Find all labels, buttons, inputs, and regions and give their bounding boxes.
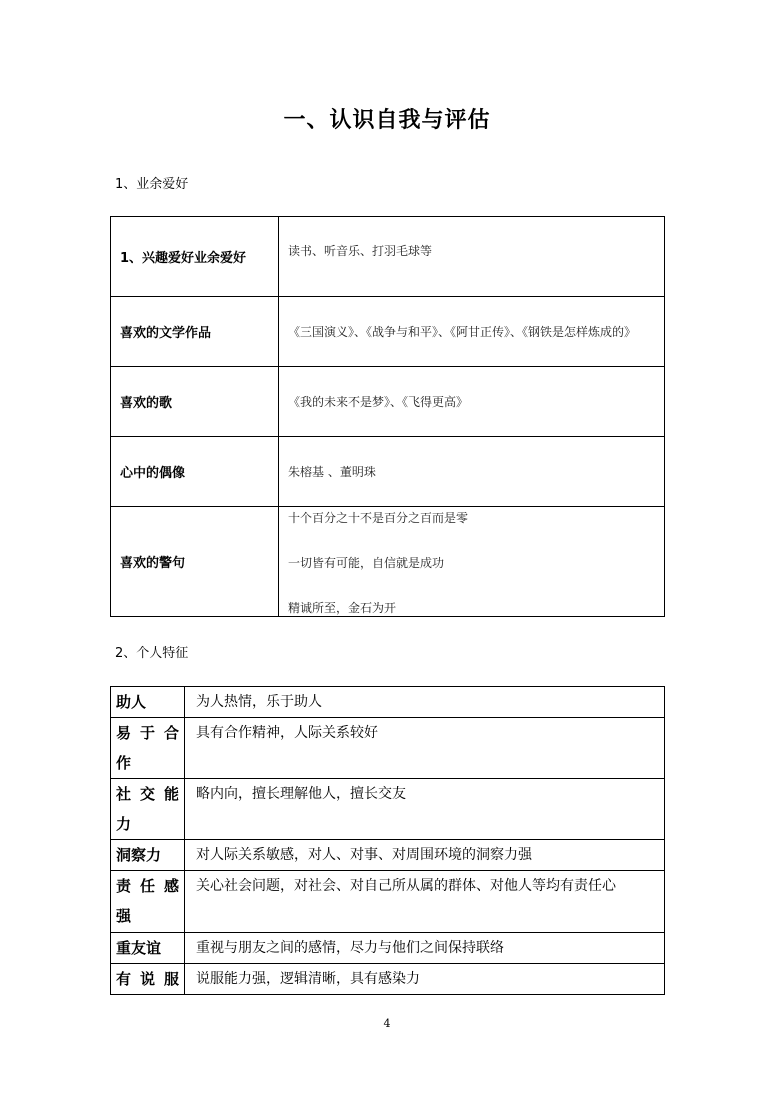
trait-label [111, 964, 185, 995]
table-row [111, 687, 665, 718]
trait-value: 关心社会问题，对社会、对自己所从属的群体、对他人等均有责任心 [185, 871, 665, 933]
page-number: 4 [383, 1017, 391, 1030]
quotes-cell [279, 507, 665, 617]
trait-label-line: 社交能 [116, 785, 179, 803]
trait-label-text: 洞察力 [116, 846, 162, 864]
table-row [111, 871, 665, 933]
row-value: 读书、听音乐、打羽毛球等 [279, 217, 665, 297]
row-label: 喜欢的文学作品 [111, 297, 279, 367]
row-label: 喜欢的警句 [111, 507, 279, 617]
trait-label [111, 933, 185, 964]
trait-value: 对人际关系敏感，对人、对事、对周围环境的洞察力强 [185, 840, 665, 871]
table-row [111, 779, 665, 840]
trait-label-text: 有说服 [116, 970, 179, 988]
trait-label-line: 作 [116, 754, 132, 772]
row-label: 喜欢的歌 [111, 367, 279, 437]
table-row [111, 367, 665, 437]
table-row [111, 933, 665, 964]
table-row [111, 840, 665, 871]
page-title: 一、认识自我与评估 [283, 108, 491, 133]
trait-label [111, 871, 185, 933]
trait-label [111, 687, 185, 718]
trait-label-line: 责任感 [116, 877, 179, 895]
table-row [111, 718, 665, 779]
row-label: 1、兴趣爱好业余爱好 [111, 217, 279, 297]
row-label: 心中的偶像 [111, 437, 279, 507]
trait-label-text: 重友谊 [116, 939, 162, 957]
section-heading-hobbies: 1、业余爱好 [115, 177, 189, 192]
row-value: 朱榕基 、董明珠 [279, 437, 665, 507]
trait-value: 为人热情，乐于助人 [185, 687, 665, 718]
trait-label [111, 718, 185, 779]
row-value: 《我的未来不是梦》、《飞得更高》 [279, 367, 665, 437]
row-value: 《三国演义》、《战争与和平》、《阿甘正传》、《钢铁是怎样炼成的》 [279, 297, 665, 367]
trait-label-line: 力 [116, 815, 132, 833]
hobbies-table [110, 216, 665, 617]
table-row [111, 217, 665, 297]
trait-value: 说服能力强，逻辑清晰，具有感染力 [185, 964, 665, 995]
trait-value: 重视与朋友之间的感情，尽力与他们之间保持联络 [185, 933, 665, 964]
table-row [111, 964, 665, 995]
table-row [111, 297, 665, 367]
trait-label-text: 助人 [116, 693, 147, 711]
quote: 一切皆有可能，自信就是成功 [288, 556, 445, 570]
trait-label [111, 779, 185, 840]
trait-value: 具有合作精神，人际关系较好 [185, 718, 665, 779]
trait-label [111, 840, 185, 871]
quote: 十个百分之十不是百分之百而是零 [288, 511, 469, 525]
quote: 精诚所至，金石为开 [288, 601, 397, 615]
trait-label-line: 易于合 [116, 724, 179, 742]
section-heading-traits: 2、个人特征 [115, 646, 189, 661]
traits-table [110, 686, 665, 995]
trait-label-line: 强 [116, 907, 132, 925]
table-row [111, 437, 665, 507]
table-row [111, 507, 665, 617]
trait-value: 略内向，擅长理解他人，擅长交友 [185, 779, 665, 840]
